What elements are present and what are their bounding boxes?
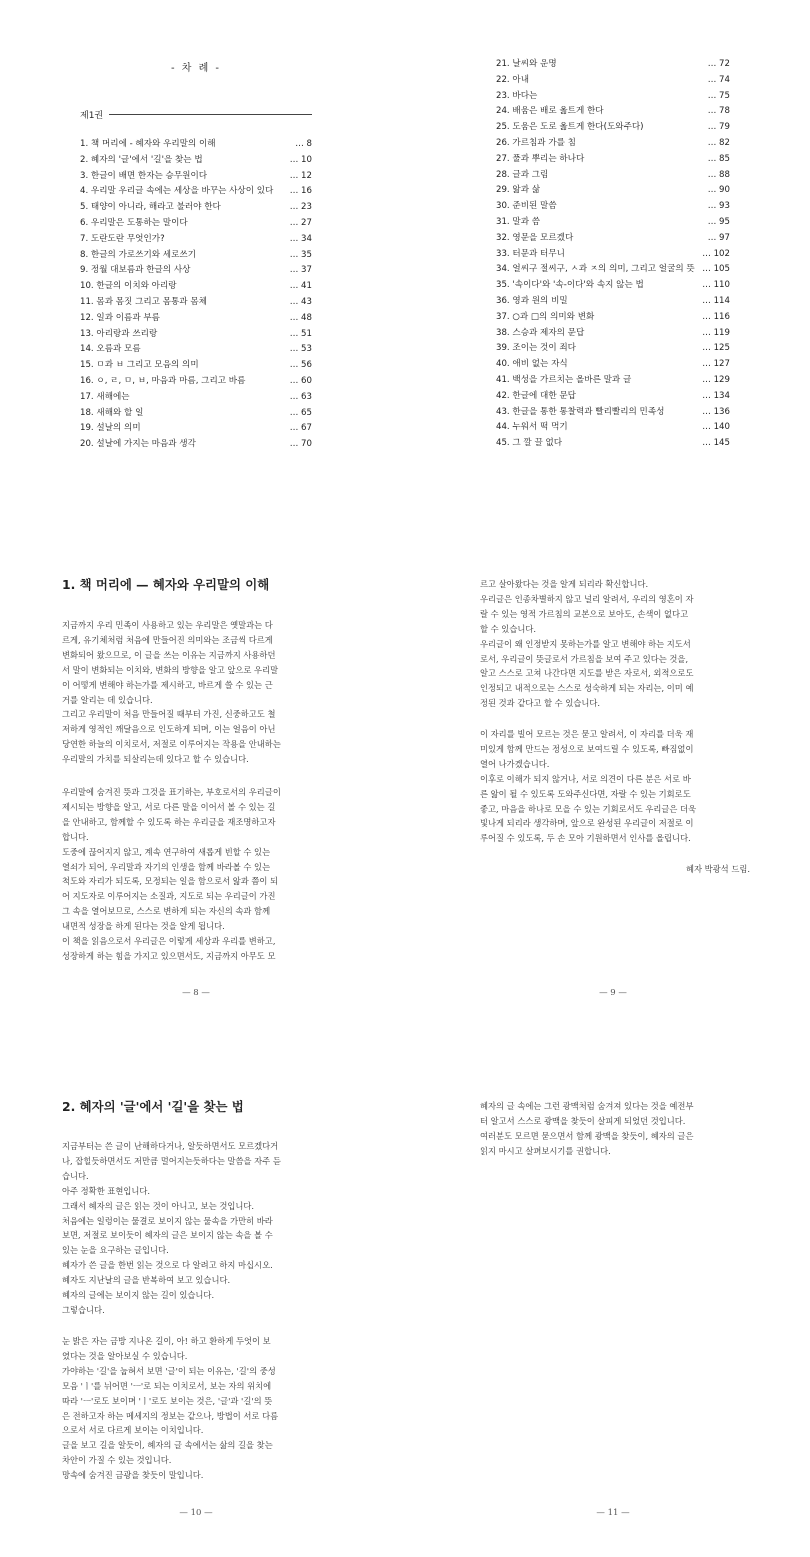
toc-entry (496, 136, 730, 152)
toc-entry-page: … 82 (707, 137, 730, 148)
toc-entry-title: 38. 스승과 제자의 문답 (496, 327, 585, 338)
chapter-title: 1. 책 머리에 — 혜자와 우리말의 이해 (62, 577, 270, 592)
toc-entry (80, 374, 312, 390)
toc-entry-title: 34. 얼씨구 절씨구, ㅅ과 ㅈ의 의미, 그리고 얼굴의 뜻 (496, 264, 695, 275)
toc-entry (496, 183, 730, 199)
toc-entry (496, 57, 730, 73)
toc-entry-page: … 48 (289, 312, 312, 323)
toc-entry-title: 16. ㅇ, ㄹ, ㅁ, ㅂ, 마음과 마름, 그리고 바름 (80, 375, 246, 386)
toc-entry-page: … 65 (289, 407, 312, 418)
toc-entry-title: 40. 애비 없는 자식 (496, 359, 568, 370)
toc-entry-page: … 43 (289, 296, 312, 307)
toc-entry-title: 1. 책 머리에 - 혜자와 우리말의 이해 (80, 139, 216, 149)
toc-entry-page: … 105 (702, 264, 730, 275)
toc-entry-title: 19. 설날의 의미 (80, 423, 141, 434)
toc-entry-title: 23. 바다는 (496, 90, 538, 101)
toc-entry (496, 389, 730, 405)
body-paragraph: 혜자의 글 속에는 그런 광맥처럼 숨겨져 있다는 것을 예전부 터 알고서 스스로 광맥을 찾듯이 살피게 되었던 것입니다. 여러분도 모르면 묻으면서 함께 광맥을 찾듯이, 혜자의 글은 읽지 마시고 살펴보시기를 권합니다. (480, 1101, 694, 1156)
toc-entry-title: 13. 아리랑과 쓰리랑 (80, 328, 158, 339)
toc-entry-title: 9. 정월 대보름과 한글의 사상 (80, 265, 191, 276)
toc-entry-title: 18. 새해와 할 일 (80, 407, 144, 418)
toc-entry (80, 327, 312, 343)
toc-entry-title: 45. 그 깔 끌 없다 (496, 438, 563, 449)
toc-entry (80, 169, 312, 185)
toc-entry-page: … 51 (289, 328, 312, 339)
toc-entry-page: … 75 (707, 90, 730, 101)
toc-entry-page: … 140 (702, 422, 730, 433)
toc-entry (496, 262, 730, 278)
toc-entry-page: … 67 (289, 423, 312, 434)
toc-entry (496, 89, 730, 105)
page-number: — 11 — (596, 1508, 630, 1518)
toc-list-left (80, 137, 312, 453)
toc-entry-page: … 129 (702, 374, 730, 385)
toc-entry-title: 6. 우리말은 도통하는 말이다 (80, 217, 188, 228)
toc-entry (496, 294, 730, 310)
toc-entry (496, 357, 730, 373)
toc-entry-title: 2. 혜자의 '글'에서 '길'을 찾는 법 (80, 154, 203, 165)
body-paragraph: 이 자리를 빌어 모르는 것은 묻고 알려서, 이 자리를 더욱 재 미있게 함께 만드는 정성으로 보여드릴 수 있도록, 빠짐없이 열어 나가겠습니다. 이후로 이해가 되지 않거나, 서로 의견이 다른 분은 서로 바 른 앎이 될 수 있도록 도와주신다면, 자랄 수 있는 기회로도 좋고, 마음을 하나로 모을 수 있는 기회로서도 우리글은 더욱 빛나게 되리라 생각하며, 앞으로 완성된 우리글이 저절로 이 루어질 수 있도록, 두 손 모아 기원하면서 인사를 올립니다. (480, 729, 697, 844)
toc-entry (496, 341, 730, 357)
toc-entry (496, 104, 730, 120)
toc-entry-page: … 23 (289, 202, 312, 213)
toc-entry-page: … 27 (289, 217, 312, 228)
toc-entry-page: … 60 (289, 375, 312, 386)
toc-entry (496, 73, 730, 89)
toc-entry-title: 4. 우리말 우리글 속에는 세상을 바꾸는 사상이 있다 (80, 186, 274, 197)
toc-entry (496, 247, 730, 263)
toc-entry-page: … 70 (289, 439, 312, 450)
toc-entry-page: … 85 (707, 153, 730, 164)
toc-list-right (496, 57, 730, 452)
toc-entry-title: 10. 한글의 이치와 아리랑 (80, 281, 177, 292)
toc-entry-page: … 34 (289, 233, 312, 244)
toc-entry (80, 232, 312, 248)
toc-entry (80, 200, 312, 216)
toc-entry (80, 153, 312, 169)
body-paragraph: 지금부터는 쓴 글이 난해하다거나, 알듯하면서도 모르겠다거 나, 잡힐듯하면서도 저만큼 멀어지는듯하다는 말씀을 자주 듣 습니다. 아주 정확한 표현입니다. 그래서 혜자의 글은 읽는 것이 아니고, 보는 것입니다. 처음에는 일렁이는 물결로 보이지 않는 물속을 가만히 바라 보면, 저절로 보이듯이 혜자의 글은 보이지 않는 속을 볼 수 있는 눈을 요구하는 글입니다. 혜자가 쓴 글을 한번 읽는 것으로 다 알려고 하지 마십시오. 혜자도 지난날의 글을 반복하여 보고 있습니다. 혜자의 글에는 보이지 않는 길이 있습니다. 그렇습니다. (62, 1141, 281, 1315)
toc-entry-title: 11. 몸과 몸짓 그리고 몸통과 몸체 (80, 296, 207, 307)
toc-entry (80, 295, 312, 311)
toc-entry-page: … 127 (702, 359, 730, 370)
toc-entry-page: … 90 (707, 185, 730, 196)
toc-entry (496, 405, 730, 421)
toc-entry (80, 342, 312, 358)
toc-entry-page: … 8 (295, 139, 312, 149)
toc-entry (496, 152, 730, 168)
toc-entry-title: 25. 도움은 도로 옮트게 한다(도와주다) (496, 122, 644, 133)
toc-entry (80, 390, 312, 406)
toc-entry-title: 33. 터문과 터무니 (496, 248, 565, 259)
toc-entry-title: 35. '속이다'와 '속-이다'와 속지 않는 법 (496, 280, 644, 291)
volume-label-text: 제1권 (80, 111, 104, 121)
toc-entry-title: 32. 영문을 모르겠다 (496, 232, 574, 243)
toc-entry-title: 30. 준비된 말씀 (496, 201, 557, 212)
toc-entry-title: 36. 영과 원의 비밀 (496, 295, 568, 306)
toc-entry-page: … 116 (702, 311, 730, 322)
toc-entry-title: 8. 한글의 가로쓰기와 세로쓰기 (80, 249, 197, 260)
toc-entry (80, 216, 312, 232)
volume-rule (109, 114, 312, 115)
page-number: — 8 — (182, 988, 210, 998)
toc-entry (80, 248, 312, 264)
toc-entry (80, 184, 312, 200)
toc-entry (496, 215, 730, 231)
toc-entry-title: 31. 말과 씀 (496, 216, 541, 227)
toc-entry-page: … 78 (707, 106, 730, 117)
body-paragraph: 지금까지 우리 민족이 사용하고 있는 우리말은 옛말과는 다 르게, 유기체처럼 처음에 만들어진 의미와는 조금씩 다르게 변화되어 왔으므로, 이 글을 쓰는 이유는 지금까지 사용하던 서 말이 변화되는 이치와, 변화의 방향을 알고 앞으로 우리말 이 어떻게 변해야 하는가를 제시하고, 바르게 쓸 수 있는 근 거를 알리는 데 있습니다. 그리고 우리말이 처음 만들어질 때부터 가진, 신중하고도 철 저하게 영적인 깨달음으로 인도하게 되며, 이는 얼음이 아닌 당연한 하늘의 이치로서, 저절로 이루어지는 작용을 안내하는 우리말의 가치를 되살리는데 있다고 할 수 있습니다. (62, 620, 281, 765)
toc-entry-page: … 119 (702, 327, 730, 338)
toc-entry (80, 263, 312, 279)
toc-entry-page: … 114 (702, 295, 730, 306)
toc-entry (80, 358, 312, 374)
toc-entry-title: 42. 한글에 대한 문답 (496, 390, 576, 401)
toc-entry-title: 22. 아내 (496, 74, 530, 85)
toc-entry (496, 231, 730, 247)
toc-entry (496, 278, 730, 294)
toc-entry-title: 29. 앎과 삶 (496, 185, 541, 196)
toc-entry-page: … 72 (707, 59, 730, 69)
toc-entry-title: 39. 조이는 것이 죄다 (496, 343, 576, 354)
toc-entry-title: 20. 설날에 가지는 마음과 생각 (80, 439, 196, 450)
toc-entry-page: … 110 (702, 280, 730, 291)
toc-entry-title: 17. 새해에는 (80, 391, 130, 402)
toc-entry-title: 43. 한글을 통한 통찰력과 빨리빨리의 민족성 (496, 406, 665, 417)
body-paragraph: 르고 살아왔다는 것을 알게 되리라 확신합니다. 우리글은 인종차별하지 않고 널리 알려서, 우리의 영혼이 자 랄 수 있는 영적 가르침의 교본으로 보아도, 손색이 없다고 할 수 있습니다. 우리글이 왜 인정받지 못하는가를 알고 변해야 하는 지도서 로서, 우리글이 뜻글로서 가르침을 보여 주고 있다는 것을, 알고 스스로 고쳐 나간다면 지도를 받은 자로서, 외적으로도 인정되고 내적으로는 스스로 성숙하게 되는 자리는, 이미 예 정된 것과 같다고 할 수 있습니다. (480, 579, 694, 709)
toc-entry-title: 24. 배움은 배로 옮트게 한다 (496, 106, 604, 117)
toc-entry-title: 44. 누워서 떡 먹기 (496, 422, 568, 433)
toc-entry-page: … 125 (702, 343, 730, 354)
toc-entry (496, 199, 730, 215)
toc-entry-title: 3. 한글이 배면 한자는 승무원이다 (80, 170, 208, 181)
toc-entry-title: 28. 글과 그림 (496, 169, 549, 180)
toc-entry-title: 26. 가르침과 가를 침 (496, 137, 576, 148)
toc-entry-page: … 93 (707, 201, 730, 212)
toc-entry-page: … 134 (702, 390, 730, 401)
toc-entry-title: 21. 날씨와 운명 (496, 59, 557, 69)
toc-entry-page: … 53 (289, 344, 312, 355)
toc-entry-page: … 41 (289, 281, 312, 292)
toc-entry (496, 436, 730, 452)
toc-entry-title: 5. 태양이 아니라, 해라고 불러야 한다 (80, 202, 221, 213)
toc-entry (80, 437, 312, 453)
toc-entry (80, 279, 312, 295)
toc-entry (80, 421, 312, 437)
toc-entry (496, 326, 730, 342)
toc-entry-title: 7. 도란도란 무엇인가? (80, 233, 165, 244)
toc-entry (496, 420, 730, 436)
toc-entry-page: … 145 (702, 438, 730, 449)
toc-entry-title: 14. 오름과 모름 (80, 344, 141, 355)
toc-entry-title: 27. 풀과 뿌리는 하나다 (496, 153, 585, 164)
toc-entry-title: 37. ○과 □의 의미와 변화 (496, 311, 595, 322)
toc-entry-title: 12. 일과 이름과 부름 (80, 312, 160, 323)
toc-entry-page: … 79 (707, 122, 730, 133)
signature-line: 혜자 박광석 드림. (685, 864, 750, 874)
toc-entry-page: … 88 (707, 169, 730, 180)
toc-entry-title: 15. ㅁ과 ㅂ 그리고 모음의 의미 (80, 360, 199, 371)
toc-entry-page: … 35 (289, 249, 312, 260)
toc-entry (496, 310, 730, 326)
toc-entry-page: … 136 (702, 406, 730, 417)
chapter-title: 2. 혜자의 '글'에서 '길'을 찾는 법 (62, 1099, 244, 1114)
toc-entry-page: … 37 (289, 265, 312, 276)
toc-entry-title: 41. 백성을 가르치는 올바른 말과 글 (496, 374, 632, 385)
page-number: — 10 — (179, 1508, 213, 1518)
toc-entry-page: … 56 (289, 360, 312, 371)
toc-entry-page: … 63 (289, 391, 312, 402)
toc-entry-page: … 97 (707, 232, 730, 243)
toc-entry (80, 406, 312, 422)
toc-entry-page: … 16 (289, 186, 312, 197)
body-paragraph: 눈 밝은 자는 금방 지나온 길이, 아! 하고 환하게 두엇이 보 였다는 것을 알아보실 수 있습니다. 가야하는 '길'을 눕혀서 보면 '글'이 되는 이유는, '길'의 중성 모음 'ㅣ'를 뉘어면 'ㅡ'로 되는 이치로서, 보는 자의 위치에 따라 'ㅡ'로도 보이며 'ㅣ'로도 보이는 것은, '글'과 '길'의 뜻 은 전하고자 하는 메세지의 정보는 같으나, 방법이 서로 다름 으로서 서로 다르게 보이는 이치입니다. 글을 보고 길을 알듯이, 혜자의 글 속에서는 삶의 길을 찾는 차안이 가질 수 있는 것입니다. 망속에 숨겨진 금광을 찾듯이 말입니다. (62, 1336, 279, 1481)
toc-entry-page: … 95 (707, 216, 730, 227)
toc-title: - 차 례 - (170, 63, 222, 74)
toc-entry-page: … 74 (707, 74, 730, 85)
volume-label (80, 108, 312, 121)
page-number: — 9 — (599, 988, 627, 998)
toc-entry-page: … 12 (289, 170, 312, 181)
toc-entry (496, 373, 730, 389)
body-paragraph: 우리말에 숨겨진 뜻과 그것을 표기하는, 부호로서의 우리글이 제시되는 방향을 알고, 서로 다른 말을 이어서 볼 수 있는 길 을 안내하고, 함께할 수 있도록 하는 우리글을 재조명하고자 합니다. 도중에 끊어지지 않고, 계속 연구하여 새롭게 빈할 수 있는 열쇠가 되어, 우리말과 자기의 인생을 함께 바라볼 수 있는 척도와 자리가 되도록, 모정되는 일을 함으로서 앎과 쯤이 되 어 지도자로 이루어지는 소질과, 지도로 되는 우리글이 가진 그 속을 열어보므로, 스스로 변하게 되는 자신의 속과 함께 내면적 성장을 하게 된다는 것을 알게 됩니다. 이 책을 읽음으로서 우리글은 이렇게 세상과 우리를 변하고, 성장하게 하는 힘을 가지고 있으면서도, 지금까지 아무도 모 (62, 787, 281, 961)
toc-entry-page: … 102 (702, 248, 730, 259)
toc-entry (80, 137, 312, 153)
toc-entry (496, 120, 730, 136)
toc-entry-page: … 10 (289, 154, 312, 165)
toc-entry (496, 168, 730, 184)
toc-entry (80, 311, 312, 327)
